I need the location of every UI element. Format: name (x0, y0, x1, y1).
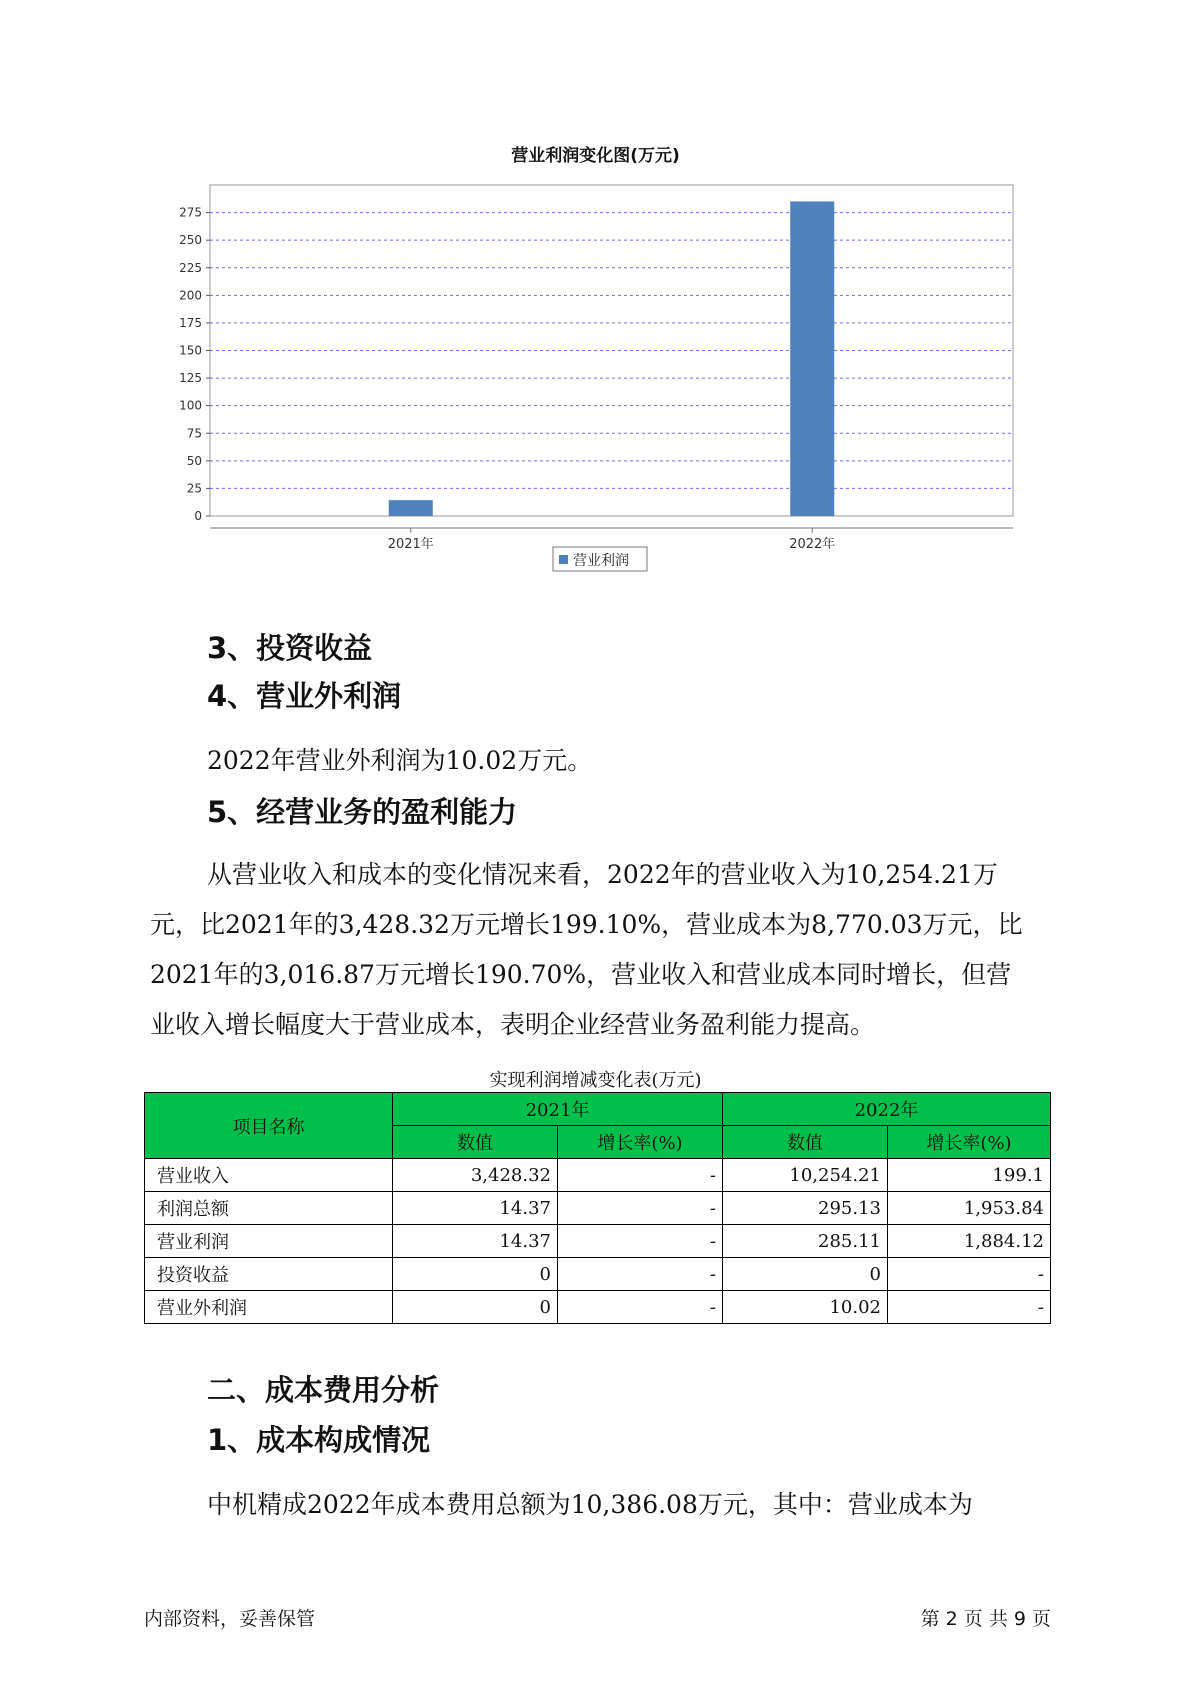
y-tick-label: 75 (186, 426, 202, 441)
header-year-2022: 2022年 (723, 1093, 1051, 1126)
x-tick-label: 2021年 (387, 537, 434, 552)
y-tick-label: 250 (179, 233, 202, 248)
cell-value: 10.02 (723, 1291, 888, 1324)
bar-2022年 (790, 201, 834, 516)
cell-value: 14.37 (393, 1225, 558, 1258)
cell-rate: 199.1 (888, 1159, 1051, 1192)
y-tick-label: 200 (179, 288, 202, 303)
row-label: 营业收入 (145, 1159, 393, 1192)
legend-label: 营业利润 (573, 553, 629, 569)
y-tick-label: 100 (179, 398, 202, 413)
y-tick-label: 125 (179, 371, 202, 386)
table-row (145, 1159, 1051, 1192)
chart-y-ticks (179, 206, 210, 523)
cell-rate: 1,953.84 (888, 1192, 1051, 1225)
paragraph-non-operating-profit: 2022年营业外利润为10.02万元。 (207, 746, 593, 775)
cell-value: 0 (723, 1258, 888, 1291)
cell-rate: - (888, 1258, 1051, 1291)
cell-value: 0 (393, 1291, 558, 1324)
paragraph-line: 2021年的3,016.87万元增长190.70%，营业收入和营业成本同时增长，但营 (150, 960, 1012, 989)
header-growth-rate: 增长率(%) (558, 1126, 723, 1159)
cell-value: 285.11 (723, 1225, 888, 1258)
y-tick-label: 50 (186, 453, 202, 468)
header-item-name: 项目名称 (145, 1093, 393, 1159)
paragraph-line: 从营业收入和成本的变化情况来看，2022年的营业收入为10,254.21万 (207, 860, 998, 889)
cell-rate: 1,884.12 (888, 1225, 1051, 1258)
header-growth-rate: 增长率(%) (888, 1126, 1051, 1159)
cell-rate: - (558, 1159, 723, 1192)
cell-value: 10,254.21 (723, 1159, 888, 1192)
row-label: 营业利润 (145, 1225, 393, 1258)
table-title: 实现利润增减变化表(万元) (489, 1070, 702, 1091)
paragraph-line: 元，比2021年的3,428.32万元增长199.10%，营业成本为8,770.03万元，比 (150, 910, 1023, 939)
y-tick-label: 225 (179, 260, 202, 275)
heading-profitability: 5、经营业务的盈利能力 (207, 795, 518, 829)
y-tick-label: 275 (179, 205, 202, 220)
cell-value: 0 (393, 1258, 558, 1291)
profit-change-table (144, 1092, 1051, 1324)
cell-value: 14.37 (393, 1192, 558, 1225)
heading-cost-structure: 1、成本构成情况 (207, 1423, 431, 1457)
profit-bar-chart (0, 175, 1191, 595)
y-tick-label: 150 (179, 343, 202, 358)
table-row (145, 1258, 1051, 1291)
table-row (145, 1225, 1051, 1258)
cell-value: 3,428.32 (393, 1159, 558, 1192)
cell-rate: - (558, 1258, 723, 1291)
x-tick-label: 2022年 (789, 537, 836, 552)
cell-rate: - (558, 1192, 723, 1225)
heading-investment-income: 3、投资收益 (207, 631, 373, 665)
heading-non-operating-profit: 4、营业外利润 (207, 679, 402, 713)
row-label: 投资收益 (145, 1258, 393, 1291)
paragraph-line: 业收入增长幅度大于营业成本，表明企业经营业务盈利能力提高。 (150, 1010, 876, 1039)
header-value: 数值 (723, 1126, 888, 1159)
row-label: 营业外利润 (145, 1291, 393, 1324)
table-row (145, 1291, 1051, 1324)
y-tick-label: 0 (194, 509, 202, 523)
legend-swatch (559, 555, 568, 564)
footer-confidential-note: 内部资料，妥善保管 (144, 1608, 316, 1630)
table-row (145, 1192, 1051, 1225)
row-label: 利润总额 (145, 1192, 393, 1225)
header-value: 数值 (393, 1126, 558, 1159)
header-year-2021: 2021年 (393, 1093, 723, 1126)
y-tick-label: 25 (186, 481, 202, 496)
cell-value: 295.13 (723, 1192, 888, 1225)
chart-grid (210, 185, 1013, 516)
heading-cost-analysis: 二、成本费用分析 (207, 1373, 440, 1407)
cell-rate: - (558, 1291, 723, 1324)
chart-title: 营业利润变化图(万元) (511, 146, 680, 166)
chart-legend (553, 547, 647, 571)
cell-rate: - (558, 1225, 723, 1258)
paragraph-profitability (150, 854, 1023, 1046)
cell-rate: - (888, 1291, 1051, 1324)
footer-page-number: 第 2 页 共 9 页 (920, 1608, 1051, 1630)
paragraph-cost-structure: 中机精成2022年成本费用总额为10,386.08万元，其中：营业成本为 (207, 1490, 973, 1519)
y-tick-label: 175 (179, 315, 202, 330)
bar-2021年 (389, 500, 433, 516)
